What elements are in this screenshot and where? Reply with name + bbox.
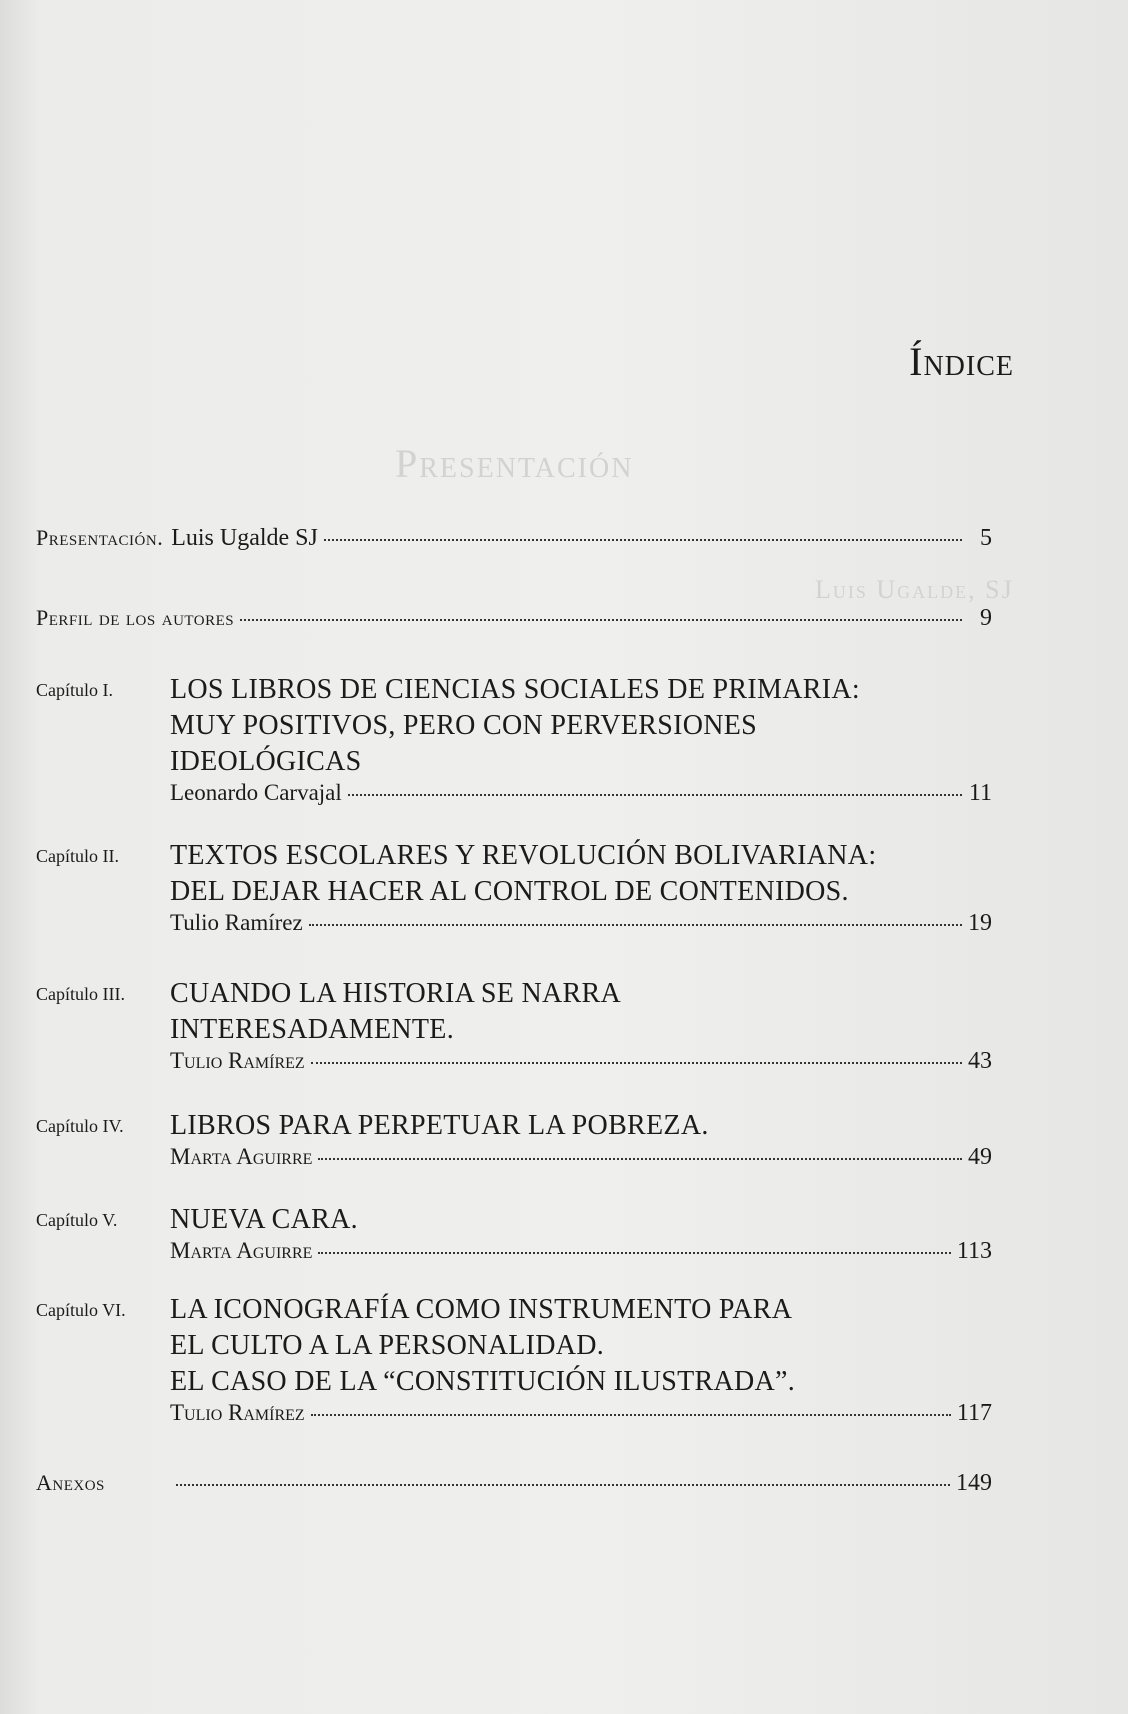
chapter-title-line: TEXTOS ESCOLARES Y REVOLUCIÓN BOLIVARIANA: bbox=[170, 840, 877, 871]
entry-label: Perfil de los autores bbox=[36, 605, 235, 630]
bleed-through-text: Presentación bbox=[395, 441, 634, 486]
bleed-through-text: Luis Ugalde, SJ bbox=[815, 575, 1014, 604]
chapter-title-line: INTERESADAMENTE. bbox=[170, 1014, 454, 1045]
entry-page-number: 5 bbox=[980, 525, 992, 551]
chapter-author-line bbox=[170, 910, 992, 942]
chapter-author: Tulio Ramírez bbox=[170, 910, 303, 935]
chapter-title-line: CUANDO LA HISTORIA SE NARRA bbox=[170, 978, 621, 1009]
dot-leader bbox=[240, 619, 962, 621]
toc-chapter-3[interactable] bbox=[36, 976, 992, 1080]
toc-chapter-1[interactable] bbox=[36, 672, 992, 812]
chapter-title-line: EL CULTO A LA PERSONALIDAD. bbox=[170, 1330, 605, 1361]
chapter-page-number: 11 bbox=[968, 780, 992, 806]
toc-entry-presentacion[interactable] bbox=[36, 525, 992, 552]
chapter-title-line: EL CASO DE LA “CONSTITUCIÓN ILUSTRADA”. bbox=[170, 1366, 796, 1397]
toc-entry-anexos[interactable] bbox=[36, 1470, 992, 1497]
chapter-title-line: LOS LIBROS DE CIENCIAS SOCIALES DE PRIMARIA: bbox=[170, 674, 860, 705]
chapter-author: Marta Aguirre bbox=[170, 1144, 313, 1169]
chapter-number: Capítulo I. bbox=[36, 680, 113, 700]
chapter-page-number: 19 bbox=[968, 910, 992, 936]
entry-page-number: 149 bbox=[956, 1470, 992, 1496]
chapter-page-number: 113 bbox=[956, 1238, 992, 1264]
chapter-number: Capítulo IV. bbox=[36, 1116, 124, 1136]
chapter-title-line: DEL DEJAR HACER AL CONTROL DE CONTENIDOS. bbox=[170, 876, 849, 907]
chapter-author: Marta Aguirre bbox=[170, 1238, 313, 1263]
toc-entry-perfil[interactable] bbox=[36, 605, 992, 632]
dot-leader bbox=[311, 1414, 951, 1416]
entry-label: Presentación. bbox=[36, 525, 164, 550]
chapter-title-line: NUEVA CARA. bbox=[170, 1204, 358, 1235]
chapter-number: Capítulo V. bbox=[36, 1210, 118, 1230]
chapter-page-number: 117 bbox=[956, 1400, 992, 1426]
chapter-page-number: 49 bbox=[968, 1144, 992, 1170]
chapter-author-line bbox=[170, 1048, 992, 1080]
chapter-title-line: LA ICONOGRAFÍA COMO INSTRUMENTO PARA bbox=[170, 1294, 793, 1325]
chapter-number: Capítulo III. bbox=[36, 984, 125, 1004]
entry-page-number: 9 bbox=[980, 605, 992, 631]
chapter-title-line: MUY POSITIVOS, PERO CON PERVERSIONES bbox=[170, 710, 758, 741]
chapter-title-line: IDEOLÓGICAS bbox=[170, 746, 362, 777]
chapter-author: Leonardo Carvajal bbox=[170, 780, 342, 805]
chapter-author-line bbox=[170, 1144, 992, 1176]
chapter-author-line bbox=[170, 1238, 992, 1270]
dot-leader bbox=[309, 924, 962, 926]
entry-label: Anexos bbox=[36, 1470, 105, 1495]
chapter-author: Tulio Ramírez bbox=[170, 1400, 305, 1425]
dot-leader bbox=[311, 1062, 962, 1064]
dot-leader bbox=[348, 794, 962, 796]
toc-chapter-4[interactable] bbox=[36, 1108, 992, 1176]
chapter-number: Capítulo VI. bbox=[36, 1300, 126, 1320]
toc-chapter-6[interactable] bbox=[36, 1292, 992, 1432]
dot-leader bbox=[324, 539, 962, 541]
toc-chapter-2[interactable] bbox=[36, 838, 992, 942]
chapter-page-number: 43 bbox=[968, 1048, 992, 1074]
chapter-title-line: LIBROS PARA PERPETUAR LA POBREZA. bbox=[170, 1110, 709, 1141]
dot-leader bbox=[318, 1158, 962, 1160]
page-title: Índice bbox=[909, 339, 1014, 384]
entry-author: Luis Ugalde SJ bbox=[171, 525, 318, 551]
toc-chapter-5[interactable] bbox=[36, 1202, 992, 1270]
dot-leader bbox=[318, 1252, 950, 1254]
dot-leader bbox=[176, 1484, 950, 1486]
chapter-author-line bbox=[170, 1400, 992, 1432]
chapter-number: Capítulo II. bbox=[36, 846, 119, 866]
chapter-author-line bbox=[170, 780, 992, 812]
chapter-author: Tulio Ramírez bbox=[170, 1048, 305, 1073]
